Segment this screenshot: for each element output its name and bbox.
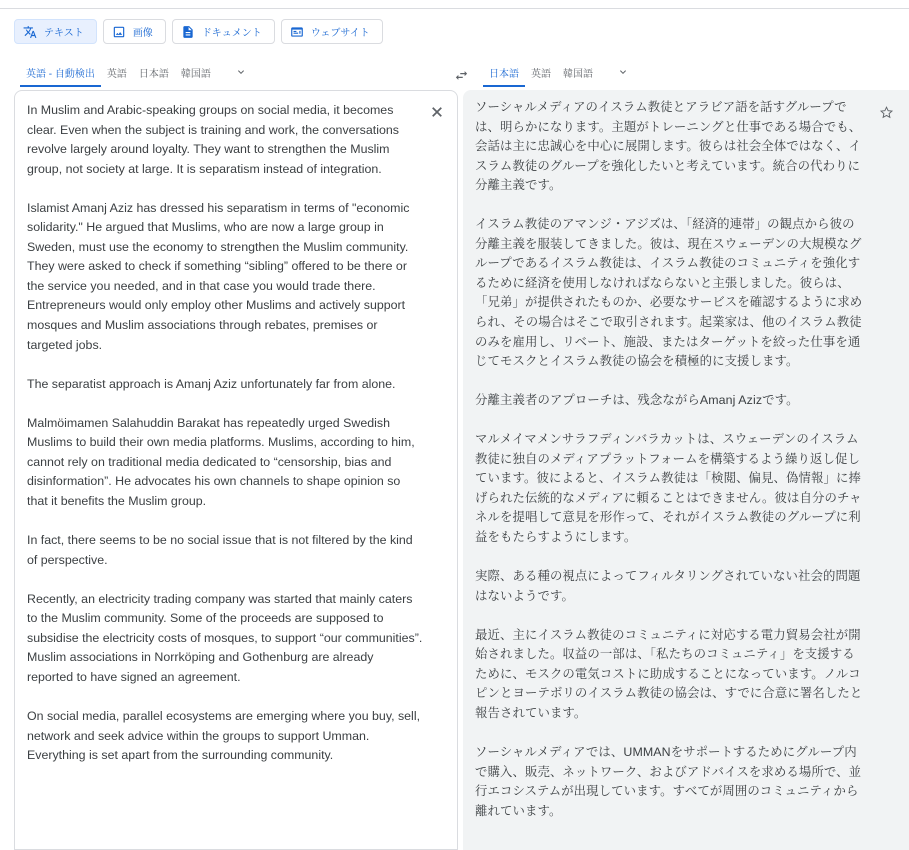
mode-websites-button[interactable] bbox=[281, 19, 383, 44]
translate-icon bbox=[23, 25, 37, 39]
image-icon bbox=[112, 25, 126, 39]
source-text-input[interactable]: In Muslim and Arabic-speaking groups on social media, it becomes clear. Even when the subject is training and work, the conversations revolve largely around loyalty. They want to strengthen the Muslim group, not society at large. It is separatism instead of integration. Islamist Amanj Aziz has dressed his separatism in terms of "economic solidarity." He argued that Muslims, who are now a large group in Sweden, must use the economy to strengthen the Muslim community. They were asked to check if something “sibling” offered to be there or the service you needed, and in that case you would trade there. Entrepreneurs would only employ other Muslims and actively support mosques and Muslim associations through rebates, premises or targeted jobs. The separatist approach is Amanj Aziz unfortunately far from alone. Malmöimamen Salahuddin Barakat has repeatedly urged Swedish Muslims to build their own media platforms. Muslims, according to him, cannot rely on traditional media dedicated to “censorship, bias and disinformation”. He advocates his own channels to shape opinion so that it benefits the Muslim group. In fact, there seems to be no social issue that is not filtered by the kind of perspective. Recently, an electricity trading company was started that mainly caters to the Muslim community. Some of the proceeds are supposed to subsidise the electricity costs of mosques, to support “our communities”. Muslim associations in Norrköping and Gothenburg are already reported to have signed an agreement. On social media, parallel ecosystems are emerging where you buy, sell, network and seek advice within the groups to support Umman. Everything is set apart from the surrounding community. bbox=[27, 103, 423, 763]
target-more-languages-icon[interactable] bbox=[616, 65, 630, 79]
source-lang-detect-tab[interactable]: 英語 - 自動検出 bbox=[20, 62, 101, 82]
clear-source-icon[interactable] bbox=[430, 105, 444, 119]
target-lang-japanese-tab[interactable]: 日本語 bbox=[483, 62, 525, 82]
top-divider bbox=[0, 8, 909, 9]
save-translation-star-icon[interactable] bbox=[878, 104, 894, 120]
source-lang-korean-tab[interactable]: 韓国語 bbox=[180, 68, 211, 80]
translation-output: ソーシャルメディアのイスラム教徒とアラビア語を話すグループでは、明らかになります。主題がトレーニングと仕事である場合でも、会話は主に忠誠心を中心に展開します。彼らは社会全体ではなく、イスラム教徒のグループを強化したいと考えています。統合の代わりに分離主義です。 イスラム教徒のアマンジ・アジズは、「経済的連帯」の観点から彼の分離主義を服装してきました。彼は、現在スウェーデンの大規模なグループであるイスラム教徒は、イスラム教徒のコミュニティを強化するために経済を使用しなければならないと主張しました。彼らは、「兄弟」が提供されたものか、必要なサービスを確認するように求められ、その場合はそこで取引されます。起業家は、他のイスラム教徒のみを雇用し、リベート、施設、またはターゲットを絞った仕事を通じてモスクとイスラム教徒の協会を積極的に支援します。 分離主義者のアプローチは、残念ながらAmanj Azizです。 マルメイマメンサラフディンバラカットは、スウェーデンのイスラム教徒に独自のメディアプラットフォームを構築するよう繰り返し促しています。彼によると、イスラム教徒は「検閲、偏見、偽情報」に捧げられた伝統的なメディアに頼ることはできません。彼は自分のチャネルを提唱して意見を形作って、それがイスラム教徒のグループに利益をもたらすようにします。 実際、ある種の視点によってフィルタリングされていない社会的問題はないようです。 最近、主にイスラム教徒のコミュニティに対応する電力貿易会社が開始されました。収益の一部は、「私たちのコミュニティ」を支援するために、モスクの電気コストに助成することになっています。ノルコピンとヨーテボリのイスラム教徒の協会は、すでに合意に署名したと報告されています。 ソーシャルメディアでは、UMMANをサポートするためにグループ内で購入、販売、ネットワーク、およびアドバイスを求める場所で、並行エコシステムが出現しています。すべてが周囲のコミュニティから離れています。 bbox=[475, 100, 863, 818]
source-panel bbox=[14, 90, 458, 850]
mode-text-button[interactable] bbox=[14, 19, 97, 44]
mode-bar bbox=[14, 19, 383, 44]
source-more-languages-icon[interactable] bbox=[234, 65, 248, 79]
mode-images-button[interactable] bbox=[103, 19, 166, 44]
document-icon bbox=[181, 25, 195, 39]
source-language-bar bbox=[20, 62, 248, 82]
mode-documents-label: ドキュメント bbox=[201, 28, 262, 39]
source-lang-english-tab[interactable]: 英語 bbox=[106, 68, 127, 80]
target-language-bar bbox=[483, 62, 630, 82]
swap-languages-icon[interactable] bbox=[453, 68, 469, 82]
target-lang-english-tab[interactable]: 英語 bbox=[531, 68, 551, 80]
target-lang-korean-tab[interactable]: 韓国語 bbox=[563, 68, 593, 80]
mode-documents-button[interactable] bbox=[172, 19, 275, 44]
mode-text-label: テキスト bbox=[44, 28, 84, 39]
source-lang-japanese-tab[interactable]: 日本語 bbox=[138, 68, 169, 80]
website-icon bbox=[290, 25, 304, 39]
mode-websites-label: ウェブサイト bbox=[310, 28, 370, 39]
mode-images-label: 画像 bbox=[132, 28, 153, 39]
translation-panel bbox=[463, 90, 909, 850]
